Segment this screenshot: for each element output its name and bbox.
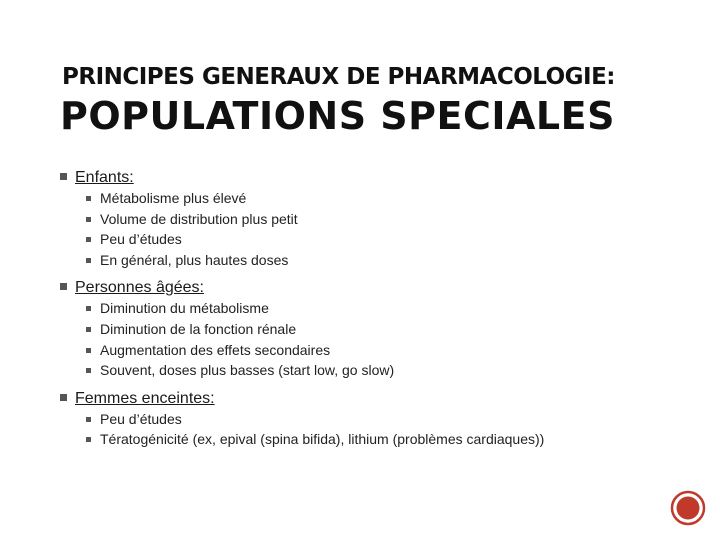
square-bullet-icon	[86, 306, 91, 311]
list-item: Diminution de la fonction rénale	[86, 319, 700, 340]
square-bullet-icon	[60, 394, 67, 401]
square-bullet-icon	[86, 417, 91, 422]
section-enfants	[60, 168, 700, 270]
list-item: Peu d’études	[86, 409, 700, 430]
square-bullet-icon	[86, 327, 91, 332]
section-personnes-agees	[60, 278, 700, 380]
square-bullet-icon	[86, 437, 91, 442]
bullet-list	[60, 188, 700, 270]
circle-logo-icon	[670, 490, 706, 526]
list-item: Augmentation des effets secondaires	[86, 340, 700, 361]
square-bullet-icon	[86, 348, 91, 353]
square-bullet-icon	[86, 258, 91, 263]
bullet-list	[60, 409, 700, 450]
square-bullet-icon	[86, 368, 91, 373]
section-heading	[60, 389, 700, 409]
section-heading-label: Personnes âgées:	[75, 279, 204, 297]
square-bullet-icon	[60, 283, 67, 290]
list-item: Métabolisme plus élevé	[86, 188, 700, 209]
section-femmes-enceintes	[60, 389, 700, 450]
list-item: En général, plus hautes doses	[86, 250, 700, 271]
square-bullet-icon	[60, 173, 67, 180]
list-item: Volume de distribution plus petit	[86, 209, 700, 230]
section-heading	[60, 168, 700, 188]
section-heading	[60, 278, 700, 298]
bullet-list	[60, 298, 700, 380]
square-bullet-icon	[86, 217, 91, 222]
list-item: Diminution du métabolisme	[86, 298, 700, 319]
section-heading-label: Enfants:	[75, 169, 134, 186]
slide-content	[60, 168, 700, 450]
section-heading-label: Femmes enceintes:	[75, 389, 215, 407]
list-item: Souvent, doses plus basses (start low, go slow)	[86, 360, 700, 381]
slide-title-line1: PRINCIPES GENERAUX DE PHARMACOLOGIE:	[62, 64, 616, 90]
list-item: Peu d’études	[86, 229, 700, 250]
list-item: Tératogénicité (ex, epival (spina bifida), lithium (problèmes cardiaques))	[86, 429, 700, 450]
slide-title-line2: POPULATIONS SPECIALES	[60, 94, 615, 138]
square-bullet-icon	[86, 196, 91, 201]
square-bullet-icon	[86, 237, 91, 242]
